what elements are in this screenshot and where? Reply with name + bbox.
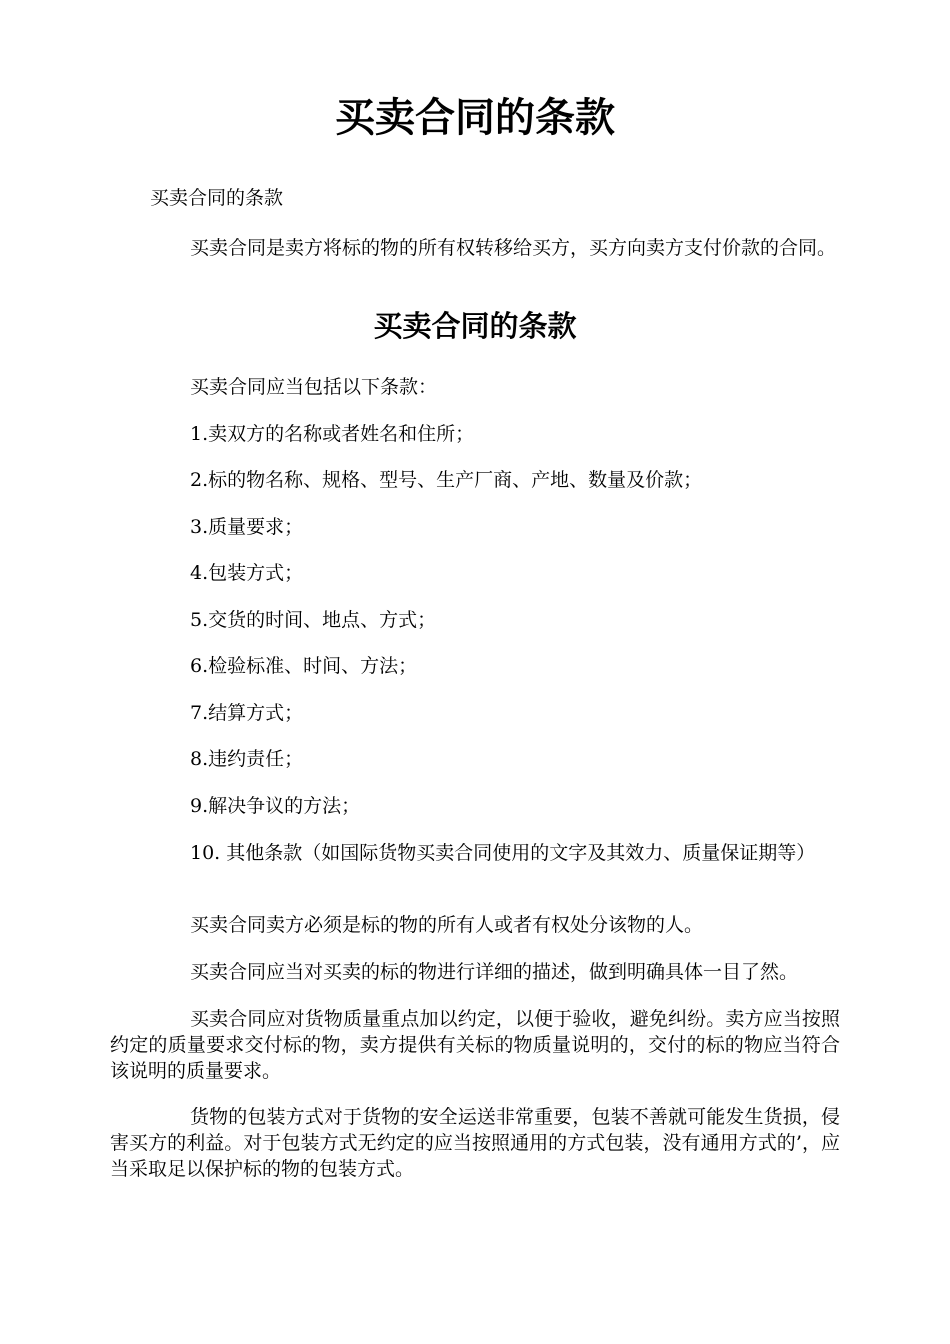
clause-item: 10. 其他条款（如国际货物买卖合同使用的文字及其效力、质量保证期等）: [190, 842, 816, 864]
clause-item: 1.卖双方的名称或者姓名和住所；: [190, 423, 475, 445]
document-subtitle: 买卖合同的条款: [150, 187, 284, 209]
document-title: 买卖合同的条款: [335, 95, 615, 141]
clause-item: 2.标的物名称、规格、型号、生产厂商、产地、数量及价款；: [190, 469, 703, 491]
body-paragraph: 买卖合同卖方必须是标的物的所有人或者有权处分该物的人。: [190, 914, 704, 936]
intro-paragraph: 买卖合同是卖方将标的物的所有权转移给买方，买方向卖方支付价款的合同。: [190, 237, 837, 259]
body-paragraph: 买卖合同应当对买卖的标的物进行详细的描述，做到明确具体一目了然。: [190, 961, 799, 983]
body-paragraph: 买卖合同应对货物质量重点加以约定，以便于验收，避免纠纷。卖方应当按照约定的质量要求交付标的物，卖方提供有关标的物质量说明的，交付的标的物应当符合该说明的质量要求。: [110, 1008, 840, 1082]
clause-item: 6.检验标准、时间、方法；: [190, 655, 418, 677]
clause-item: 4.包装方式；: [190, 562, 304, 584]
body-paragraph: 货物的包装方式对于货物的安全运送非常重要，包装不善就可能发生货损，侵害买方的利益。对于包装方式无约定的应当按照通用的方式包装，没有通用方式的’，应当采取足以保护标的物的包装方式。: [110, 1106, 840, 1180]
clause-item: 3.质量要求；: [190, 516, 304, 538]
section-heading: 买卖合同的条款: [373, 309, 577, 343]
clause-item: 9.解决争议的方法；: [190, 795, 361, 817]
clause-item: 7.结算方式；: [190, 702, 304, 724]
clause-item: 5.交货的时间、地点、方式；: [190, 609, 437, 631]
list-intro: 买卖合同应当包括以下条款：: [190, 376, 438, 398]
clause-item: 8.违约责任；: [190, 748, 304, 770]
